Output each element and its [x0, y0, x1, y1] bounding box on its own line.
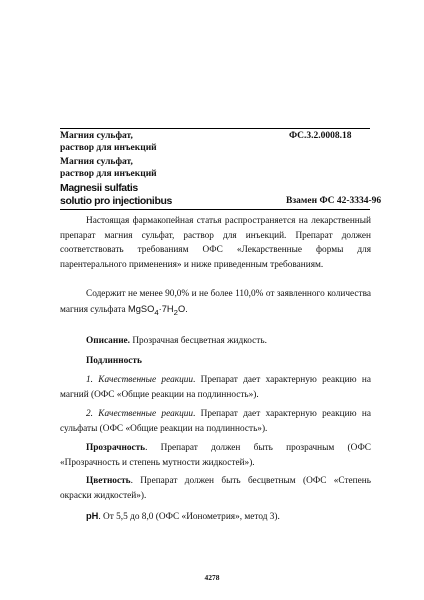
reaction-1-paragraph: 1. Качественные реакции. Препарат дает характерную реакцию на магний (ОФС «Общие реакции на подлинность»).	[60, 375, 372, 400]
transparency-paragraph: Прозрачность. Препарат должен быть прозрачным (ОФС «Прозрачность и степень мутности жидкостей»).	[60, 443, 371, 468]
title-ru-1: Магния сульфат,	[60, 131, 133, 141]
reaction-2-paragraph: 2. Качественные реакции. Препарат дает характерную реакцию на сульфаты (ОФС «Общие реакции на подлинность»).	[60, 409, 372, 434]
page-number: 4278	[204, 573, 220, 582]
title-latin-1: Magnesii sulfatis	[60, 182, 138, 194]
header-top-rule	[60, 128, 370, 129]
monograph-code: ФС.3.2.0008.18	[289, 131, 352, 141]
title-ru-2: Магния сульфат,	[60, 157, 133, 167]
color-label: Цветность	[86, 476, 131, 486]
subtitle-ru-2: раствор для инъекций	[60, 169, 157, 179]
intro-paragraph: Настоящая фармакопейная статья распространяется на лекарственный препарат магния сульфат, раствор для инъекций. Препарат должен соответствовать требованиям ОФС «Лекарственные формы для парентерального применения» и ниже приведенным требованиям.	[60, 216, 371, 270]
reaction-1-label: 1. Качественные реакции	[86, 375, 194, 385]
ph-paragraph: pH. От 5,5 до 8,0 (ОФС «Ионометрия», метод 3).	[86, 511, 280, 522]
reaction-2-label: 2. Качественные реакции	[86, 409, 194, 419]
ph-label: pH	[86, 511, 99, 521]
color-paragraph: Цветность. Препарат должен быть бесцветным (ОФС «Степень окраски жидкостей»).	[60, 476, 371, 501]
description-paragraph: Описание. Прозрачная бесцветная жидкость.	[86, 336, 267, 346]
identity-heading: Подлинность	[86, 356, 142, 366]
title-latin-2: solutio pro injectionibus	[60, 195, 172, 207]
transparency-label: Прозрачность	[86, 443, 146, 453]
replaces-note: Взамен ФС 42-3334-96	[286, 196, 382, 206]
description-label: Описание.	[86, 336, 130, 346]
subtitle-ru-1: раствор для инъекций	[60, 143, 157, 153]
content-paragraph: Содержит не менее 90,0% и не более 110,0% от заявленного количества магния сульфата $MgSO_4\cdot 7H_2O$.	[60, 289, 371, 317]
header-bottom-rule	[60, 209, 370, 210]
formula: $MgSO_4\cdot 7H_2O$.	[127, 303, 188, 317]
